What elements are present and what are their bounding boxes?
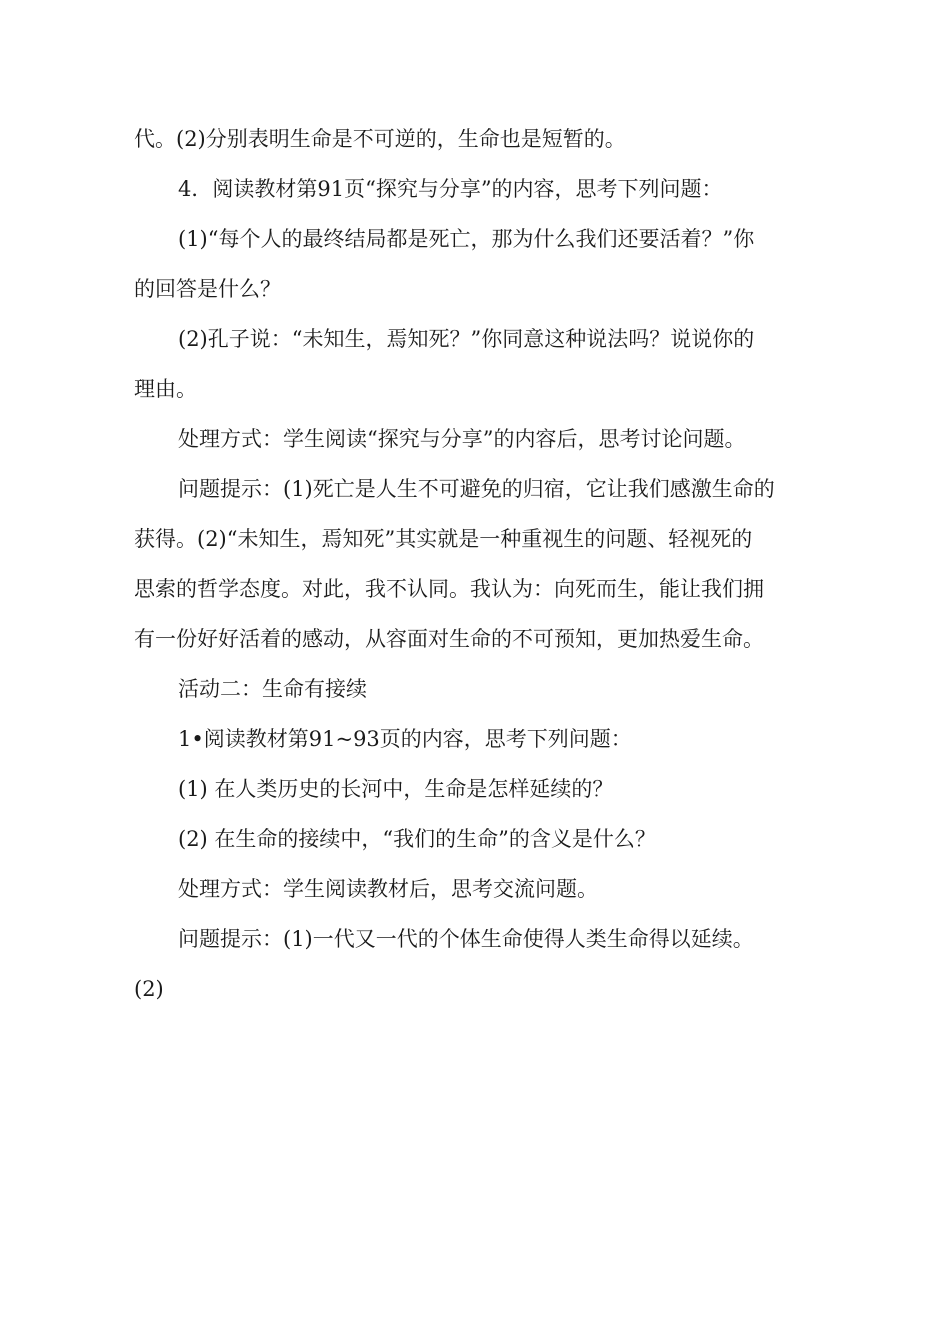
paragraph-line: 处理方式：学生阅读“探究与分享”的内容后，思考讨论问题。 (178, 427, 746, 451)
paragraph-line: 的回答是什么？ (134, 277, 281, 301)
paragraph-line: (2) 在生命的接续中，“我们的生命”的含义是什么？ (178, 827, 656, 851)
paragraph-line: 思索的哲学态度。对此，我不认同。我认为：向死而生，能让我们拥 (134, 577, 764, 601)
paragraph-line: (1) 在人类历史的长河中，生命是怎样延续的？ (178, 777, 614, 801)
activity-heading: 活动二：生命有接续 (178, 677, 367, 701)
paragraph-line: 代。(2)分别表明生命是不可逆的，生命也是短暂的。 (134, 127, 626, 151)
paragraph-line: 1•阅读教材第91~93页的内容，思考下列问题： (178, 727, 632, 751)
paragraph-line: (2) (134, 977, 164, 1001)
paragraph-line: 问题提示：(1)一代又一代的个体生命使得人类生命得以延续。 (178, 927, 754, 951)
paragraph-line: 处理方式：学生阅读教材后，思考交流问题。 (178, 877, 598, 901)
paragraph-line: 4．阅读教材第91页“探究与分享”的内容，思考下列问题： (178, 177, 723, 201)
document-body (134, 114, 824, 1014)
paragraph-line: 理由。 (134, 377, 197, 401)
paragraph-line: 有一份好好活着的感动，从容面对生命的不可预知，更加热爱生命。 (134, 627, 764, 651)
paragraph-line: (2)孔子说：“未知生，焉知死？”你同意这种说法吗？说说你的 (178, 327, 755, 351)
paragraph-line: 获得。(2)“未知生，焉知死”其实就是一种重视生的问题、轻视死的 (134, 527, 753, 551)
paragraph-line: 问题提示：(1)死亡是人生不可避免的归宿，它让我们感激生命的 (178, 477, 775, 501)
paragraph-line: (1)“每个人的最终结局都是死亡，那为什么我们还要活着？”你 (178, 227, 755, 251)
